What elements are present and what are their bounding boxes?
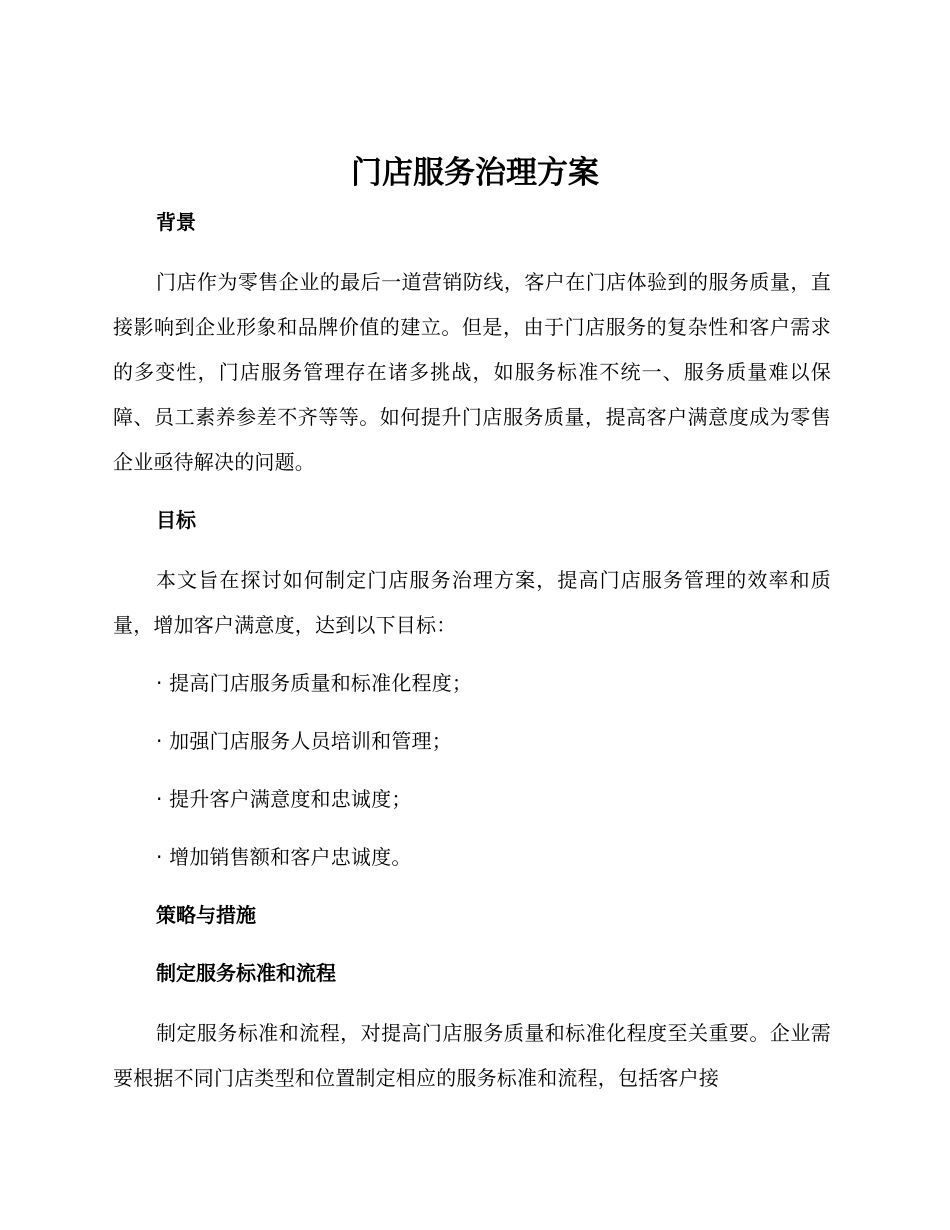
goal-item: · 提高门店服务质量和标准化程度； (156, 671, 473, 695)
section-background (113, 202, 831, 485)
subheading-service-standards: 制定服务标准和流程 (156, 961, 336, 985)
section-goals (113, 500, 831, 877)
section-heading-background: 背景 (156, 210, 196, 234)
background-paragraph: 门店作为零售企业的最后一道营销防线，客户在门店体验到的服务质量，直接影响到企业形象和品牌价值的建立。但是，由于门店服务的复杂性和客户需求的多变性，门店服务管理存在诸多挑战，如服务标准不统一、服务质量难以保障、员工素养参差不齐等等。如何提升门店服务质量，提高客户满意度成为零售企业亟待解决的问题。 (113, 270, 831, 474)
goals-list (113, 663, 831, 877)
goal-item: · 提升客户满意度和忠诚度； (156, 787, 412, 811)
goal-item: · 增加销售额和客户忠诚度。 (156, 845, 412, 869)
goal-item: · 加强门店服务人员培训和管理； (156, 729, 452, 753)
document-title: 门店服务治理方案 (351, 155, 599, 191)
section-heading-goals: 目标 (156, 508, 196, 532)
strategy-paragraph: 制定服务标准和流程，对提高门店服务质量和标准化程度至关重要。企业需要根据不同门店类型和位置制定相应的服务标准和流程，包括客户接 (113, 1021, 831, 1090)
section-heading-strategy: 策略与措施 (156, 903, 256, 927)
section-strategy (113, 895, 831, 1101)
document-body (113, 202, 831, 1116)
goals-paragraph: 本文旨在探讨如何制定门店服务治理方案，提高门店服务管理的效率和质量，增加客户满意度，达到以下目标： (113, 568, 831, 637)
